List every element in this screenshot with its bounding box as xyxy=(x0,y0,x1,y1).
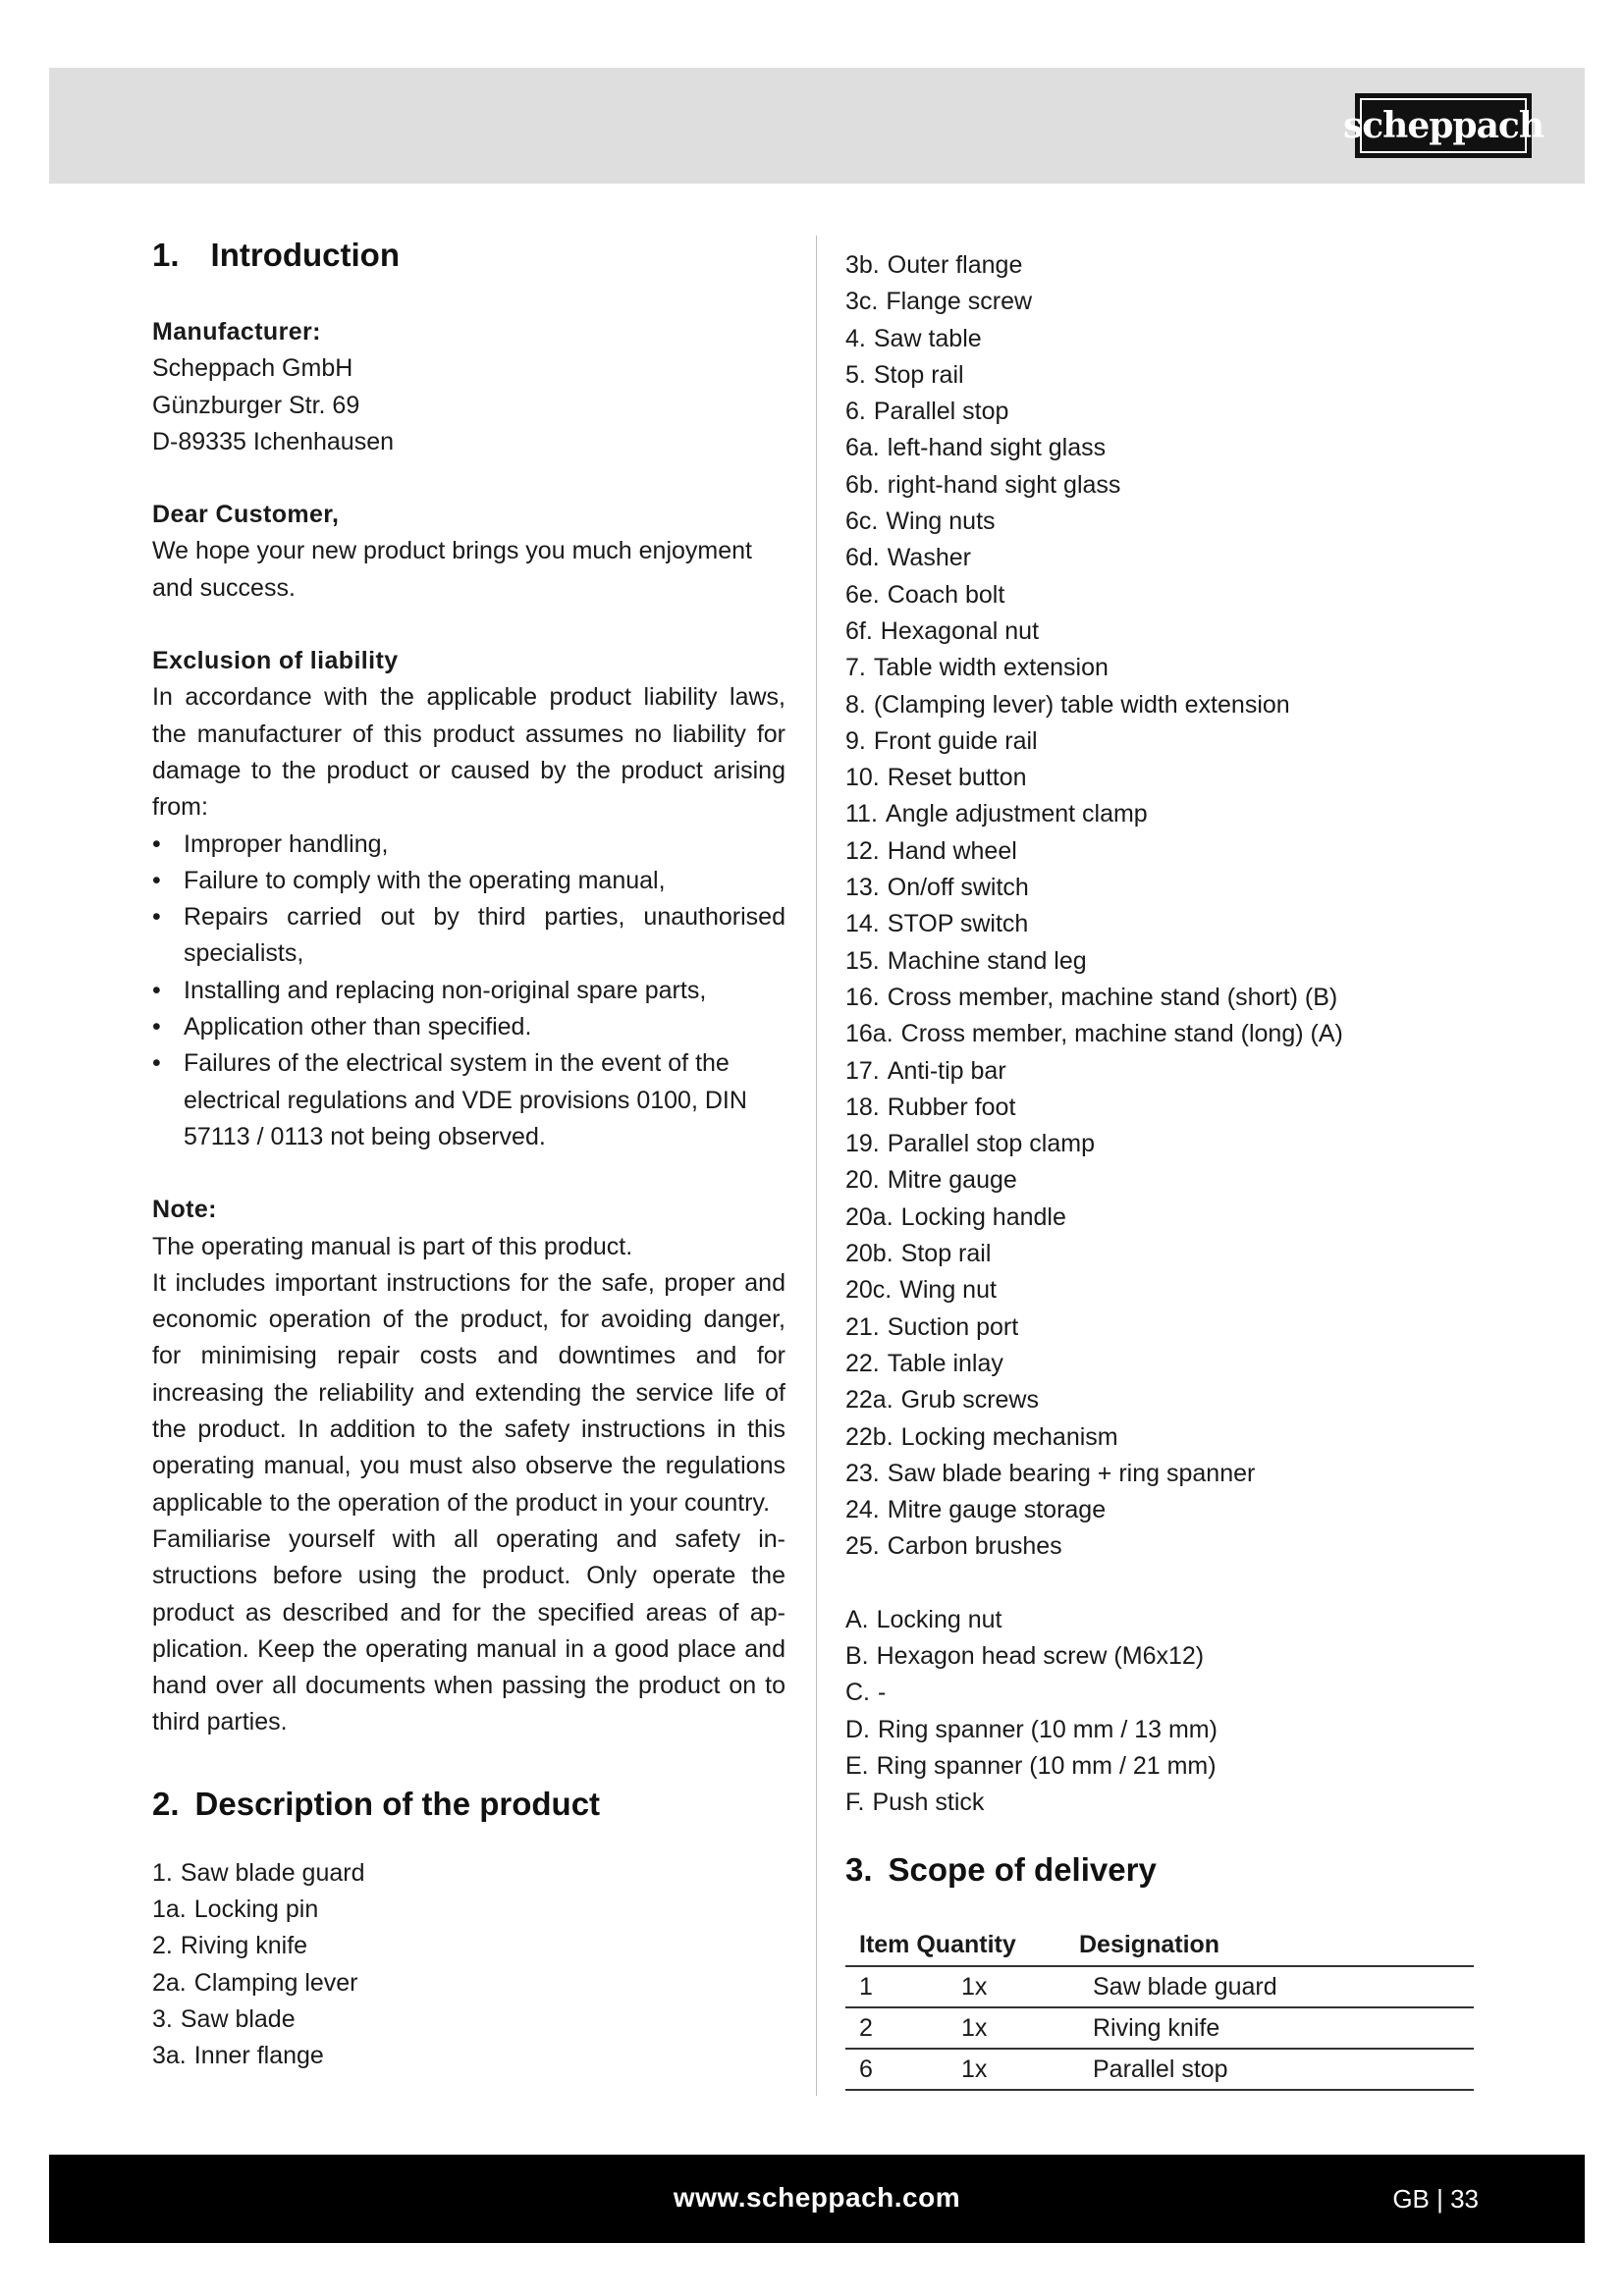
list-item: 6f. Hexagonal nut xyxy=(845,616,1040,645)
accessories-list xyxy=(845,1602,1493,1822)
list-item: 6a. left-hand sight glass xyxy=(845,434,1107,462)
list-item: 1. Saw blade guard xyxy=(152,1858,365,1887)
cell-designation: Parallel stop xyxy=(1079,2049,1474,2090)
liability-label: Exclusion of liability xyxy=(152,647,399,675)
list-item: 25. Carbon brushes xyxy=(845,1532,1062,1561)
section-number: 2. xyxy=(152,1785,180,1822)
list-item: 24. Mitre gauge storage xyxy=(845,1496,1107,1524)
list-item: 21. Suction port xyxy=(845,1312,1019,1341)
header-designation: Designation xyxy=(1079,1927,1474,1966)
header-bar xyxy=(49,68,1585,184)
list-item: 4. Saw table xyxy=(845,324,982,352)
parts-list-left xyxy=(152,1855,785,2075)
list-item: 12. Hand wheel xyxy=(845,836,1017,865)
section-number: 1. xyxy=(152,237,180,273)
table-row xyxy=(845,1966,1474,2007)
list-item: 6b. right-hand sight glass xyxy=(845,470,1121,499)
list-item: 3b. Outer flange xyxy=(845,251,1023,279)
scheppach-logo xyxy=(1342,93,1544,158)
dear-customer-label: Dear Customer, xyxy=(152,501,340,529)
cell-quantity: 1x xyxy=(947,2007,1079,2049)
list-item: 16. Cross member, machine stand (short) (B) xyxy=(845,983,1338,1011)
table-row xyxy=(845,2049,1474,2090)
note-paragraph: It includes important instructions for the safe, proper and economic operation of the product, for avoiding danger, for minimising repair costs and downtimes and for increasing the reliability and extending the service life of the product. In addition to the safety instructions in this operating manual, you must also observe the regulations applicable to the operation of the product in your country. xyxy=(152,1268,785,1517)
manufacturer-line: Günzburger Str. 69 xyxy=(152,391,360,419)
list-item: C. - xyxy=(845,1679,887,1707)
cell-designation: Riving knife xyxy=(1079,2007,1474,2049)
cell-quantity: 1x xyxy=(947,1966,1079,2007)
manufacturer-label: Manufacturer: xyxy=(152,318,321,346)
table-header-row xyxy=(845,1927,1474,1966)
list-item: 17. Anti-tip bar xyxy=(845,1056,1006,1085)
section-heading-scope xyxy=(845,1850,1493,1890)
note-paragraph: Familiarise yourself with all operating and safety in- structions before using the product. Only operate the product as described and for the specified areas of ap- plication. Keep the operating manual in a good place and hand over all documents when passing the product on to third parties. xyxy=(152,1524,785,1736)
cell-designation: Saw blade guard xyxy=(1079,1966,1474,2007)
table-row xyxy=(845,2007,1474,2049)
list-item: D. Ring spanner (10 mm / 13 mm) xyxy=(845,1715,1218,1743)
list-item: 22a. Grub screws xyxy=(845,1386,1039,1415)
list-item: 2a. Clamping lever xyxy=(152,1968,358,1997)
scope-table xyxy=(845,1927,1474,2091)
list-item: 8. (Clamping lever) table width extension xyxy=(845,690,1290,719)
list-item: 13. On/off switch xyxy=(845,874,1029,902)
footer-url: www.scheppach.com xyxy=(673,2182,961,2213)
header-item-quantity: Item Quantity xyxy=(845,1927,1079,1966)
cell-item: 2 xyxy=(845,2007,947,2049)
list-item: 6. Parallel stop xyxy=(845,398,1009,426)
liability-bullet-list xyxy=(152,827,785,1156)
list-item: 23. Saw blade bearing + ring spanner xyxy=(845,1459,1256,1487)
section-heading-description xyxy=(152,1785,785,1824)
list-item: 10. Reset button xyxy=(845,764,1027,792)
cell-item: 6 xyxy=(845,2049,947,2090)
list-item: 20a. Locking handle xyxy=(845,1202,1066,1231)
list-item: F. Push stick xyxy=(845,1789,985,1817)
list-item: 22b. Locking mechanism xyxy=(845,1422,1118,1451)
list-item: A. Locking nut xyxy=(845,1605,1002,1633)
right-column xyxy=(845,247,1493,2091)
list-item: 3. Saw blade xyxy=(152,2004,296,2033)
note-label: Note: xyxy=(152,1196,217,1224)
list-item: 6e. Coach bolt xyxy=(845,580,1005,609)
section-title: Scope of delivery xyxy=(888,1851,1157,1889)
list-item: 3c. Flange screw xyxy=(845,288,1033,316)
section-number: 3. xyxy=(845,1851,873,1889)
cell-item: 1 xyxy=(845,1966,947,2007)
bullet-item: • Failures of the electrical system in the event of the electrical regulations and VDE provisions 0100, DIN 57113 / 0113 not being observed. xyxy=(152,1045,785,1155)
section-heading-introduction xyxy=(152,236,785,275)
list-item: 15. Machine stand leg xyxy=(845,946,1087,975)
section-title: Description of the product xyxy=(194,1785,601,1822)
left-column xyxy=(152,236,785,2074)
page-number: GB | 33 xyxy=(1392,2184,1479,2214)
list-item: E. Ring spanner (10 mm / 21 mm) xyxy=(845,1751,1217,1780)
list-item: 9. Front guide rail xyxy=(845,726,1038,755)
bullet-item: • Failure to comply with the operating manual, xyxy=(152,863,785,899)
bullet-item: • Installing and replacing non-original spare parts, xyxy=(152,973,785,1009)
bullet-item: • Application other than specified. xyxy=(152,1009,785,1045)
footer-bar xyxy=(49,2155,1585,2243)
list-item: 20c. Wing nut xyxy=(845,1276,997,1305)
list-item: 18. Rubber foot xyxy=(845,1093,1016,1121)
cell-quantity: 1x xyxy=(947,2049,1079,2090)
logo-frame xyxy=(1342,98,1544,153)
list-item: 11. Angle adjustment clamp xyxy=(845,800,1148,828)
list-item: B. Hexagon head screw (M6x12) xyxy=(845,1641,1205,1670)
list-item: 22. Table inlay xyxy=(845,1349,1003,1377)
list-item: 20. Mitre gauge xyxy=(845,1166,1017,1195)
liability-text: In accordance with the applicable product liability laws, the manufacturer of this product assumes no liability for damage to the product or caused by the product arising from: xyxy=(152,683,785,822)
logo-text: scheppach xyxy=(1342,105,1544,146)
manufacturer-line: D-89335 Ichenhausen xyxy=(152,427,395,455)
dear-customer-text: We hope your new product brings you much enjoyment and success. xyxy=(152,537,752,602)
list-item: 6c. Wing nuts xyxy=(845,507,996,536)
list-item: 19. Parallel stop clamp xyxy=(845,1130,1095,1158)
list-item: 1a. Locking pin xyxy=(152,1895,319,1923)
column-divider xyxy=(816,236,817,2096)
list-item: 20b. Stop rail xyxy=(845,1240,992,1268)
manufacturer-line: Scheppach GmbH xyxy=(152,354,353,383)
list-item: 5. Stop rail xyxy=(845,360,964,389)
list-item: 16a. Cross member, machine stand (long) (A) xyxy=(845,1020,1343,1048)
parts-list-right xyxy=(845,247,1493,1566)
list-item: 2. Riving knife xyxy=(152,1932,308,1960)
list-item: 14. STOP switch xyxy=(845,910,1029,938)
note-line: The operating manual is part of this product. xyxy=(152,1232,633,1260)
bullet-item: • Repairs carried out by third parties, unauthorised specialists, xyxy=(152,899,785,973)
list-item: 6d. Washer xyxy=(845,544,971,572)
section-title: Introduction xyxy=(210,237,400,273)
list-item: 7. Table width extension xyxy=(845,654,1109,682)
bullet-item: • Improper handling, xyxy=(152,827,785,863)
list-item: 3a. Inner flange xyxy=(152,2042,324,2070)
